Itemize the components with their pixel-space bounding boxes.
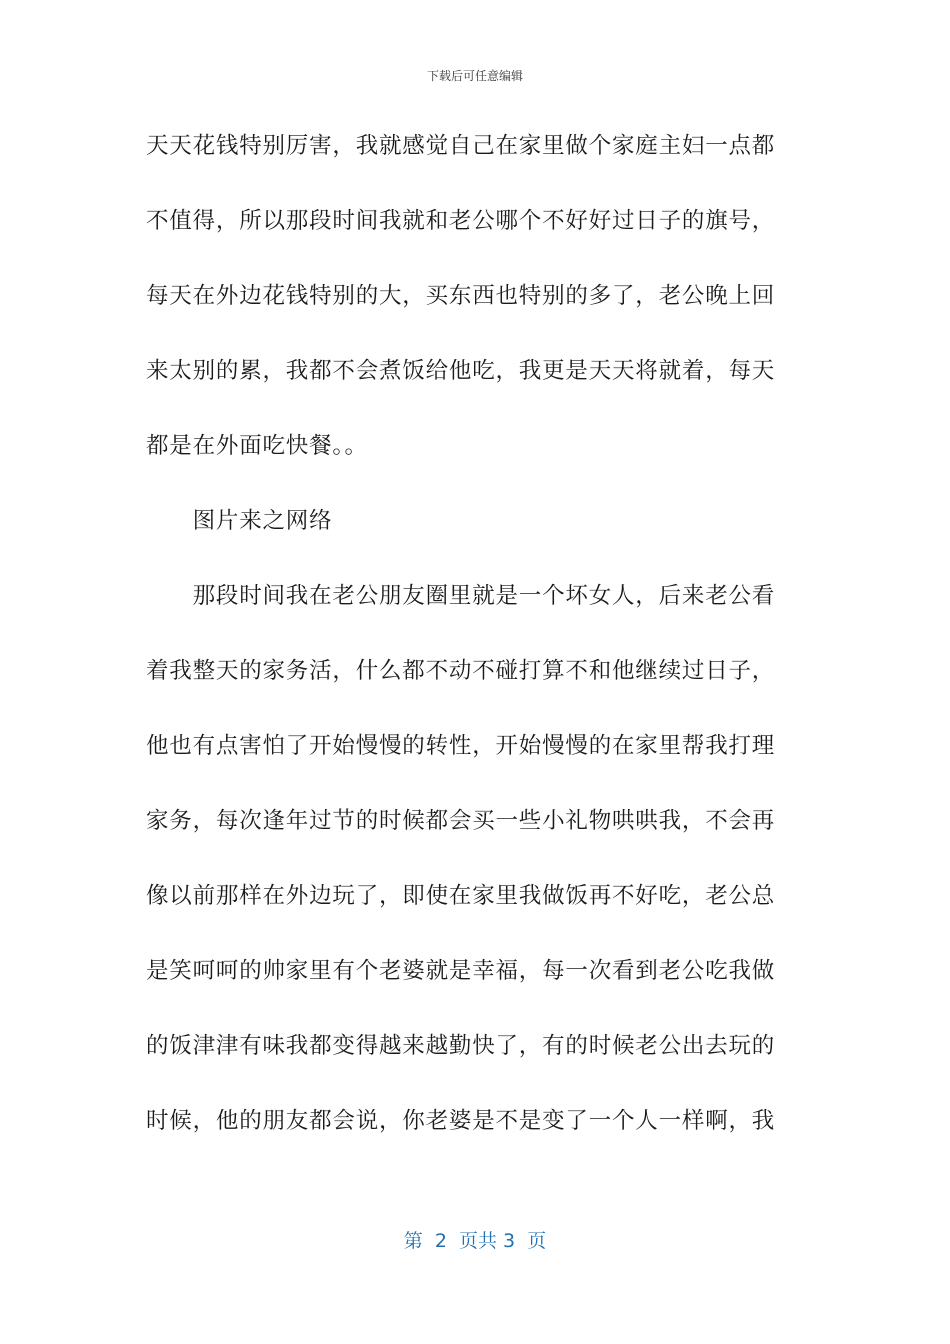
- text-line: 每天在外边花钱特别的大，买东西也特别的多了，老公晚上回: [146, 283, 776, 309]
- text-line: 不值得，所以那段时间我就和老公哪个不好好过日子的旗号，: [146, 208, 776, 234]
- page-header-note: 下载后可任意编辑: [426, 69, 523, 83]
- text-line: 是笑呵呵的帅家里有个老婆就是幸福，每一次看到老公吃我做: [146, 958, 776, 984]
- page-number-footer: 第 2 页共 3 页: [403, 1230, 547, 1252]
- text-line: 他也有点害怕了开始慢慢的转性，开始慢慢的在家里帮我打理: [146, 733, 776, 759]
- text-line: 像以前那样在外边玩了，即使在家里我做饭再不好吃，老公总: [146, 883, 776, 909]
- text-line: 家务，每次逢年过节的时候都会买一些小礼物哄哄我，不会再: [146, 808, 776, 834]
- text-line: 都是在外面吃快餐。。: [146, 433, 368, 459]
- text-line: 时候，他的朋友都会说，你老婆是不是变了一个人一样啊，我: [146, 1108, 776, 1134]
- image-caption: 图片来之网络: [146, 508, 333, 534]
- text-line: 来太别的累，我都不会煮饭给他吃，我更是天天将就着，每天: [146, 358, 776, 384]
- text-line: 那段时间我在老公朋友圈里就是一个坏女人，后来老公看: [146, 583, 776, 609]
- document-body: [146, 124, 796, 1174]
- text-line: 的饭津津有味我都变得越来越勤快了，有的时候老公出去玩的: [146, 1033, 776, 1059]
- text-line: 着我整天的家务活，什么都不动不碰打算不和他继续过日子，: [146, 658, 776, 684]
- text-line: 天天花钱特别厉害，我就感觉自己在家里做个家庭主妇一点都: [146, 133, 776, 159]
